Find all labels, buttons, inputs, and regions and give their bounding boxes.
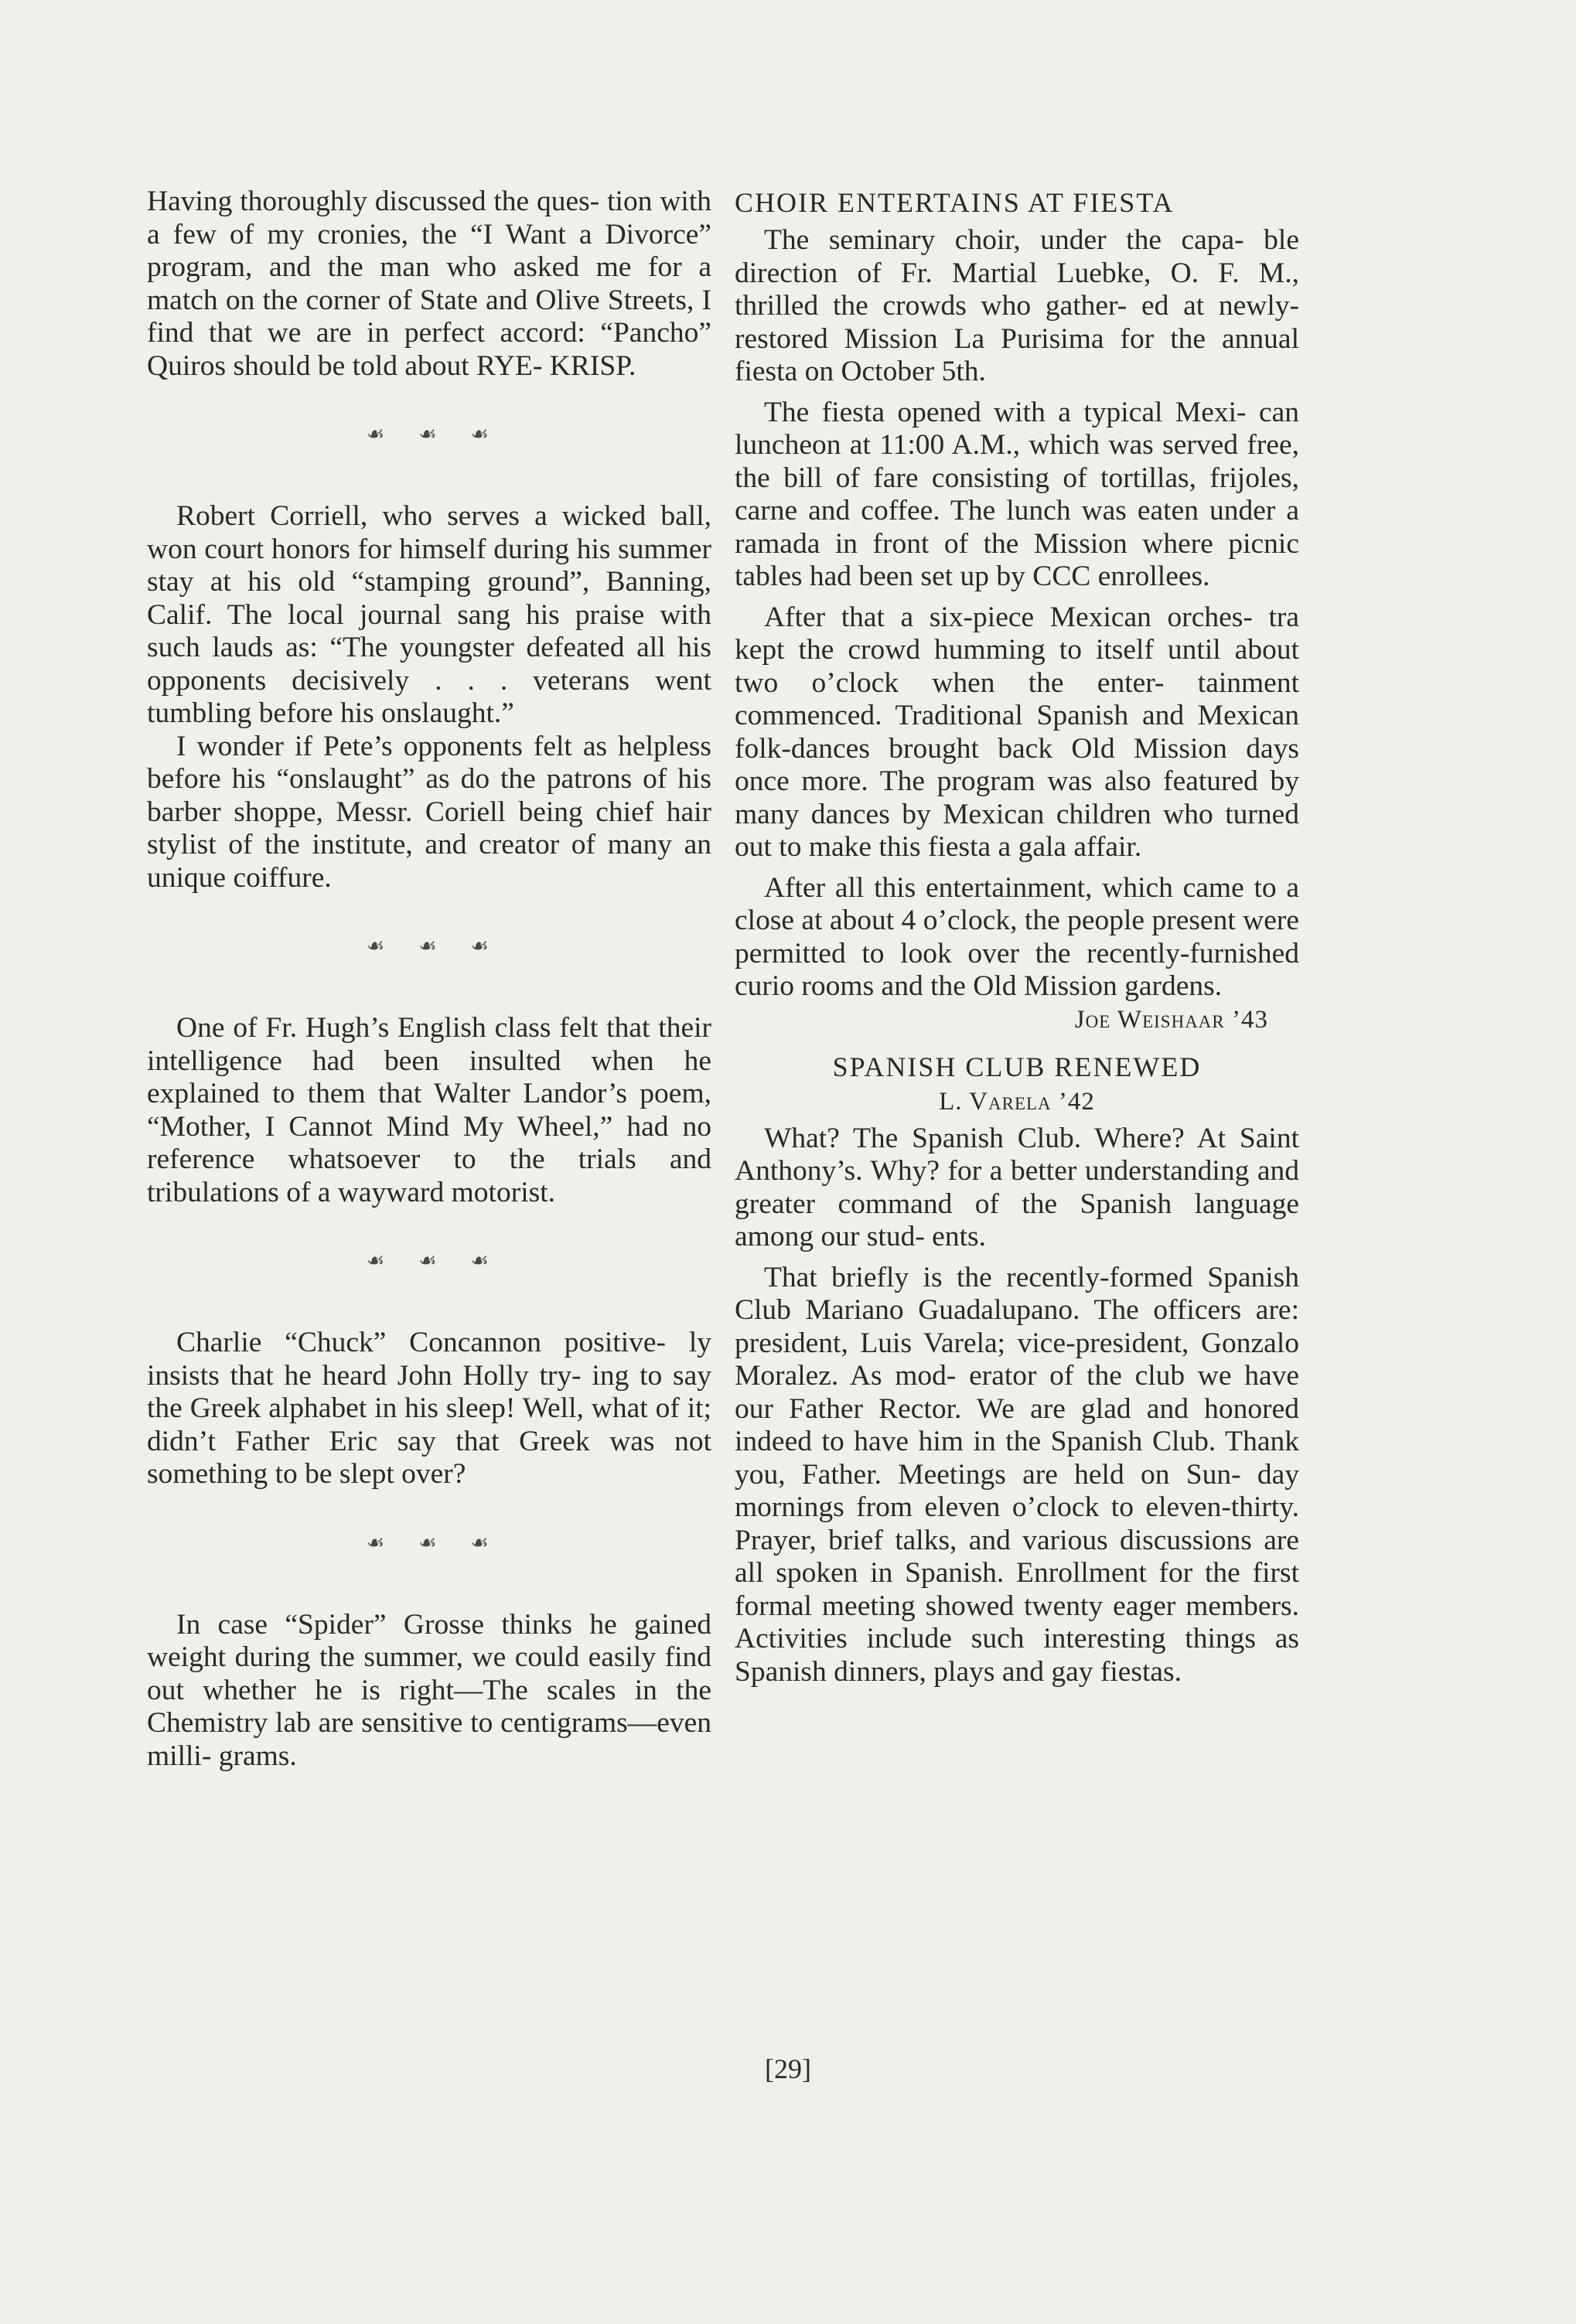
- paragraph-fiesta-luncheon: The fiesta opened with a typical Mexi- can luncheon at 11:00 A.M., which was served free, the bill of fare consisting of tortillas, frijoles, carne and coffee. The lunch was eaten under a ramada in front of the Mission where picnic tables had been set up by CCC enrollees.: [735, 396, 1299, 592]
- right-column: [735, 186, 1299, 1688]
- paragraph-gardens: After all this entertainment, which came to a close at about 4 o’clock, the people present were permitted to look over the recently-furnished curio rooms and the Old Mission gardens.: [735, 871, 1299, 1002]
- paragraph-corriell: Robert Corriell, who serves a wicked ball, won court honors for himself during his summer stay at his old “stamping ground”, Banning, Calif. The local journal sang his praise with such lauds as: “The youngster defeated all his opponents decisively . . . veterans went tumbling before his onslaught.”: [147, 500, 711, 729]
- left-column: [147, 186, 711, 1773]
- page-number: [29]: [765, 2053, 811, 2084]
- section-separator: ☙☙☙: [367, 1531, 523, 1554]
- paragraph-english-class: One of Fr. Hugh’s English class felt that their intelligence had been insulted when he explained to them that Walter Landor’s poem, “Mother, I Cannot Mind My Wheel,” had no reference whatsoever to the trials and tribulations of a wayward motorist.: [147, 1012, 711, 1208]
- section-separator: ☙☙☙: [367, 935, 523, 957]
- choir-byline: Joe Weishaar ’43: [1074, 1005, 1268, 1034]
- spanish-club-byline: L. Varela ’42: [939, 1087, 1095, 1116]
- paragraph-divorce-program: Having thoroughly discussed the ques- tion with a few of my cronies, the “I Want a Divorce” program, and the man who asked me for a match on the corner of State and Olive Streets, I find that we are in perfect accord: “Pancho” Quiros should be told about RYE- KRISP.: [147, 186, 711, 382]
- spanish-club-heading: SPANISH CLUB RENEWED: [832, 1051, 1202, 1082]
- paragraph-chemistry-scales: In case “Spider” Grosse thinks he gained weight during the summer, we could easily find out whether he is right—The scales in the Chemistry lab are sensitive to centigrams—even milli- grams.: [147, 1608, 711, 1772]
- paragraph-choir-intro: The seminary choir, under the capa- ble direction of Fr. Martial Luebke, O. F. M., thrilled the crowds who gather- ed at newly-restored Mission La Purisima for the annual fiesta on October 5th.: [735, 224, 1299, 387]
- choir-heading: CHOIR ENTERTAINS AT FIESTA: [735, 187, 1175, 218]
- paragraph-spanish-club-intro: What? The Spanish Club. Where? At Saint Anthony’s. Why? for a better understanding and greater command of the Spanish language among our stud- ents.: [735, 1122, 1299, 1252]
- paragraph-orchestra: After that a six-piece Mexican orches- tra kept the crowd humming to itself until about two o’clock when the enter- tainment commenced. Traditional Spanish and Mexican folk-dances brought back Old Mission days once more. The program was also featured by many dances by Mexican children who turned out to make this fiesta a gala affair.: [735, 601, 1299, 863]
- paragraph-spanish-club-details: That briefly is the recently-formed Spanish Club Mariano Guadalupano. The officers are: president, Luis Varela; vice-president, Gonzalo Moralez. As mod- erator of the club we have our Father Rector. We are glad and honored indeed to have him in the Spanish Club. Thank you, Father. Meetings are held on Sun- day mornings from eleven o’clock to eleven-thirty. Prayer, brief talks, and various discussions are all spoken in Spanish. Enrollment for the first formal meeting showed twenty eager members. Activities include such interesting things as Spanish dinners, plays and gay fiestas.: [735, 1261, 1299, 1688]
- section-separator: ☙☙☙: [367, 423, 523, 445]
- paragraph-greek-alphabet: Charlie “Chuck” Concannon positive- ly insists that he heard John Holly try- ing to say the Greek alphabet in his sleep! Well, what of it; didn’t Father Eric say that Greek was not something to be slept over?: [147, 1327, 711, 1490]
- section-separator: ☙☙☙: [367, 1249, 523, 1272]
- paragraph-barber-shoppe: I wonder if Pete’s opponents felt as helpless before his “onslaught” as do the patrons of his barber shoppe, Messr. Coriell being chief hair stylist of the institute, and creator of many an unique coiffure.: [147, 730, 711, 894]
